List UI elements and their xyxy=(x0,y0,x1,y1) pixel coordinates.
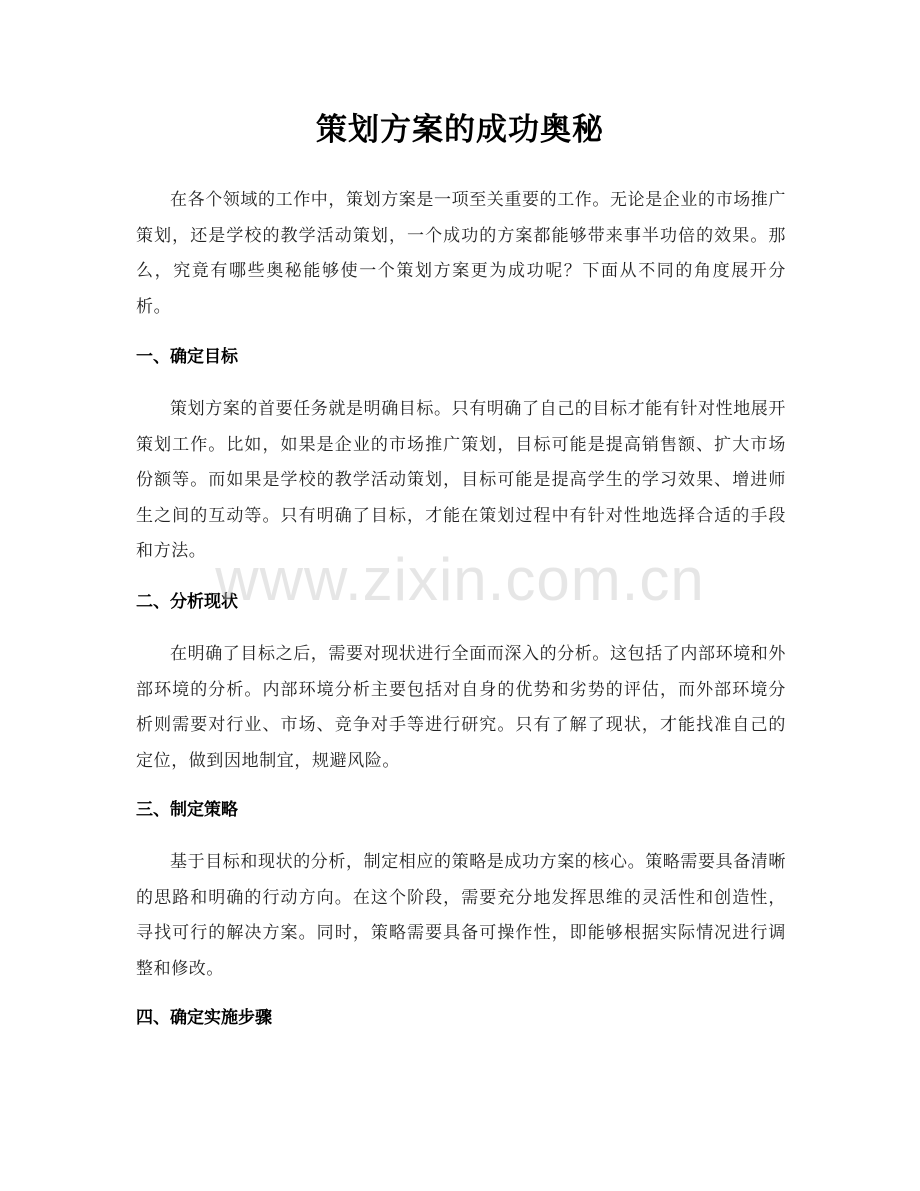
section-body-analysis: 在明确了目标之后，需要对现状进行全面而深入的分析。这包括了内部环境和外部环境的分析。内部环境分析主要包括对自身的优势和劣势的评估，而外部环境分析则需要对行业、市场、竞争对手等进行研究。只有了解了现状，才能找准自己的定位，做到因地制宜，规避风险。 xyxy=(136,644,786,771)
section-heading-strategy: 三、制定策略 xyxy=(136,800,238,820)
document-title: 策划方案的成功奥秘 xyxy=(316,112,604,148)
section-heading-analysis: 二、分析现状 xyxy=(136,592,238,612)
section-heading-goal: 一、确定目标 xyxy=(136,347,238,367)
section-body-strategy: 基于目标和现状的分析，制定相应的策略是成功方案的核心。策略需要具备清晰的思路和明确的行动方向。在这个阶段，需要充分地发挥思维的灵活性和创造性，寻找可行的解决方案。同时，策略需要具备可操作性，即能够根据实际情况进行调整和修改。 xyxy=(136,852,786,979)
section-body-goal: 策划方案的首要任务就是明确目标。只有明确了自己的目标才能有针对性地展开策划工作。比如，如果是企业的市场推广策划，目标可能是提高销售额、扩大市场份额等。而如果是学校的教学活动策划，目标可能是提高学生的学习效果、增进师生之间的互动等。只有明确了目标，才能在策划过程中有针对性地选择合适的手段和方法。 xyxy=(136,399,786,561)
watermark: www.zixin.com.cn xyxy=(215,546,705,613)
intro-paragraph: 在各个领域的工作中，策划方案是一项至关重要的工作。无论是企业的市场推广策划，还是学校的教学活动策划，一个成功的方案都能够带来事半功倍的效果。那么，究竟有哪些奥秘能够使一个策划方案更为成功呢？下面从不同的角度展开分析。 xyxy=(136,190,786,317)
section-heading-steps: 四、确定实施步骤 xyxy=(136,1008,272,1028)
